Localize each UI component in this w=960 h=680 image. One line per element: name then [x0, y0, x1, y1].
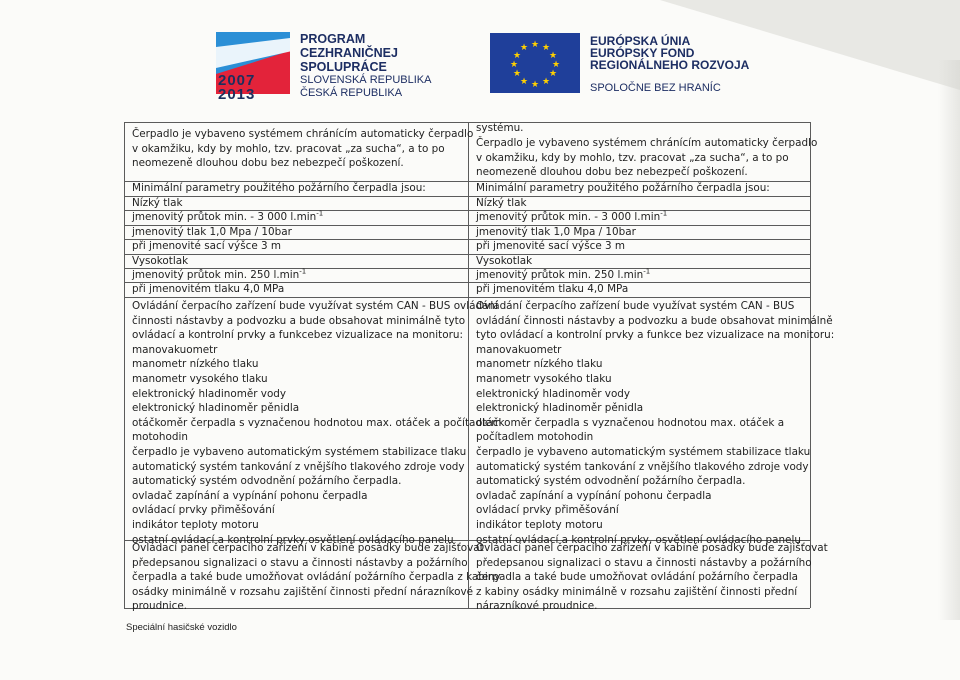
eu-flag-logo: ★ ★ ★ ★ ★ ★ ★ ★ ★ ★ ★ ★	[490, 33, 580, 93]
left-high-pressure: Vysokotlak	[132, 255, 189, 267]
left-min-params: Minimální parametry použitého požárního čerpadla jsou:	[132, 182, 426, 194]
program-title: PROGRAM CEZHRANIČNEJ SPOLUPRÁCE	[300, 32, 398, 74]
eu-slogan: SPOLOČNE BEZ HRANÍC	[590, 82, 721, 94]
program-countries: SLOVENSKÁ REPUBLIKA ČESKÁ REPUBLIKA	[300, 74, 432, 99]
left-suction: při jmenovité sací výšce 3 m	[132, 240, 282, 252]
left-pump-para: Čerpadlo je vybaveno systémem chránícím automaticky čerpadlo v okamžiku, kdy by mohlo, tzv. pracovat „za sucha“, a to po neomezeně dlouhou dobu bez nebezpečí poškození.	[132, 128, 474, 170]
right-pressure-b: při jmenovitém tlaku 4,0 MPa	[476, 283, 629, 295]
right-low-pressure: Nízký tlak	[476, 197, 527, 209]
right-pump-para: Čerpadlo je vybaveno systémem chránícím automaticky čerpadlo v okamžiku, kdy by mohlo, tzv. pracovat „za sucha“, a to po neomezeně dlouhou dobu bez nebezpečí poškození.	[476, 137, 818, 179]
left-flow-min-a: jmenovitý průtok min. - 3 000 $l.\min^{-1}$	[132, 209, 324, 223]
footer-label: Speciální hasičské vozidlo	[126, 622, 237, 633]
right-suction: při jmenovité sací výšce 3 m	[476, 240, 626, 252]
right-control-block: Ovládání čerpacího zařízení bude využívat systém CAN - BUS ovládání činnosti nástavby a podvozku a bude obsahovat minimálně tyto ovládací a kontrolní prvky a funkce bez vizualizace na monitoru: manovakuometr manometr nízkého tlaku manometr vysokého tlaku elektronický hladinoměr vody elektronický hladinoměr pěnidla otáčkoměr čerpadla s vyznačenou hodnotou max. otáček a počítadlem motohodin čerpadlo je vybaveno automatickým systémem stabilizace tlaku automatický systém tankování z vnějšího tlakového zdroje vody automatický systém odvodnění požárního čerpadla. ovladač zapínání a vypínání pohonu čerpadla ovládací prvky přiměšování indikátor teploty motoru ostatní ovládací a kontrolní prvky, osvětlení ovládacího panelu	[476, 300, 835, 546]
right-top-text: systému.	[476, 122, 524, 134]
logo-year-end: 2013	[218, 86, 256, 103]
right-flow-min-a: jmenovitý průtok min. - 3 000 $l.\min^{-1}$	[476, 209, 668, 223]
logo-year-start: 2007	[218, 72, 256, 89]
left-pressure-a: jmenovitý tlak 1,0 Mpa / 10bar	[132, 226, 292, 238]
left-pressure-b: při jmenovitém tlaku 4,0 MPa	[132, 283, 285, 295]
right-flow-min-b: jmenovitý průtok min. 250 $l.\min^{-1}$	[476, 267, 651, 281]
specification-table	[124, 122, 835, 613]
eu-fund-title: EURÓPSKA ÚNIA EURÓPSKY FOND REGIONÁLNEHO ROZVOJA	[590, 34, 750, 72]
right-min-params: Minimální parametry použitého požárního čerpadla jsou:	[476, 182, 770, 194]
right-pressure-a: jmenovitý tlak 1,0 Mpa / 10bar	[476, 226, 636, 238]
page-edge-shadow	[938, 60, 960, 620]
left-control-block: Ovládání čerpacího zařízení bude využívat systém CAN - BUS ovládání činnosti nástavby a podvozku a bude obsahovat minimálně tyto ovládací a kontrolní prvky a funkcebez vizualizace na monitoru: manovakuometr manometr nízkého tlaku manometr vysokého tlaku elektronický hladinoměr vody elektronický hladinoměr pěnidla otáčkoměr čerpadla s vyznačenou hodnotou max. otáček a počítadlem motohodin čerpadlo je vybaveno automatickým systémem stabilizace tlaku automatický systém tankování z vnějšího tlakového zdroje vody automatický systém odvodnění požárního čerpadla. ovladač zapínání a vypínání pohonu čerpadla ovládací prvky přiměšování indikátor teploty motoru ostatní ovládací a kontrolní prvky osvětlení ovládacího panelu	[132, 300, 502, 546]
program-logo	[216, 32, 290, 103]
right-panel-block: Ovládací panel čerpacího zařízení v kabině posádky bude zajišťovat předepsanou signalizaci o stavu a činnosti nástavby a požárního čerpadla a také bude umožňovat ovládání požárního čerpadla z kabiny osádky minimálně v rozsahu zajištění činnosti přední nárazníkové proudnice.	[476, 542, 828, 613]
left-low-pressure: Nízký tlak	[132, 197, 183, 209]
left-flow-min-b: jmenovitý průtok min. 250 $l.\min^{-1}$	[132, 267, 307, 281]
left-panel-block: Ovládací panel čerpacího zařízení v kabině posádky bude zajišťovat předepsanou signalizaci o stavu a činnosti nástavby a požárního čerpadla a také bude umožňovat ovládání požárního čerpadla z kabiny osádky minimálně v rozsahu zajištění činnosti přední nárazníkové proudnice.	[132, 542, 501, 613]
right-high-pressure: Vysokotlak	[476, 255, 533, 267]
